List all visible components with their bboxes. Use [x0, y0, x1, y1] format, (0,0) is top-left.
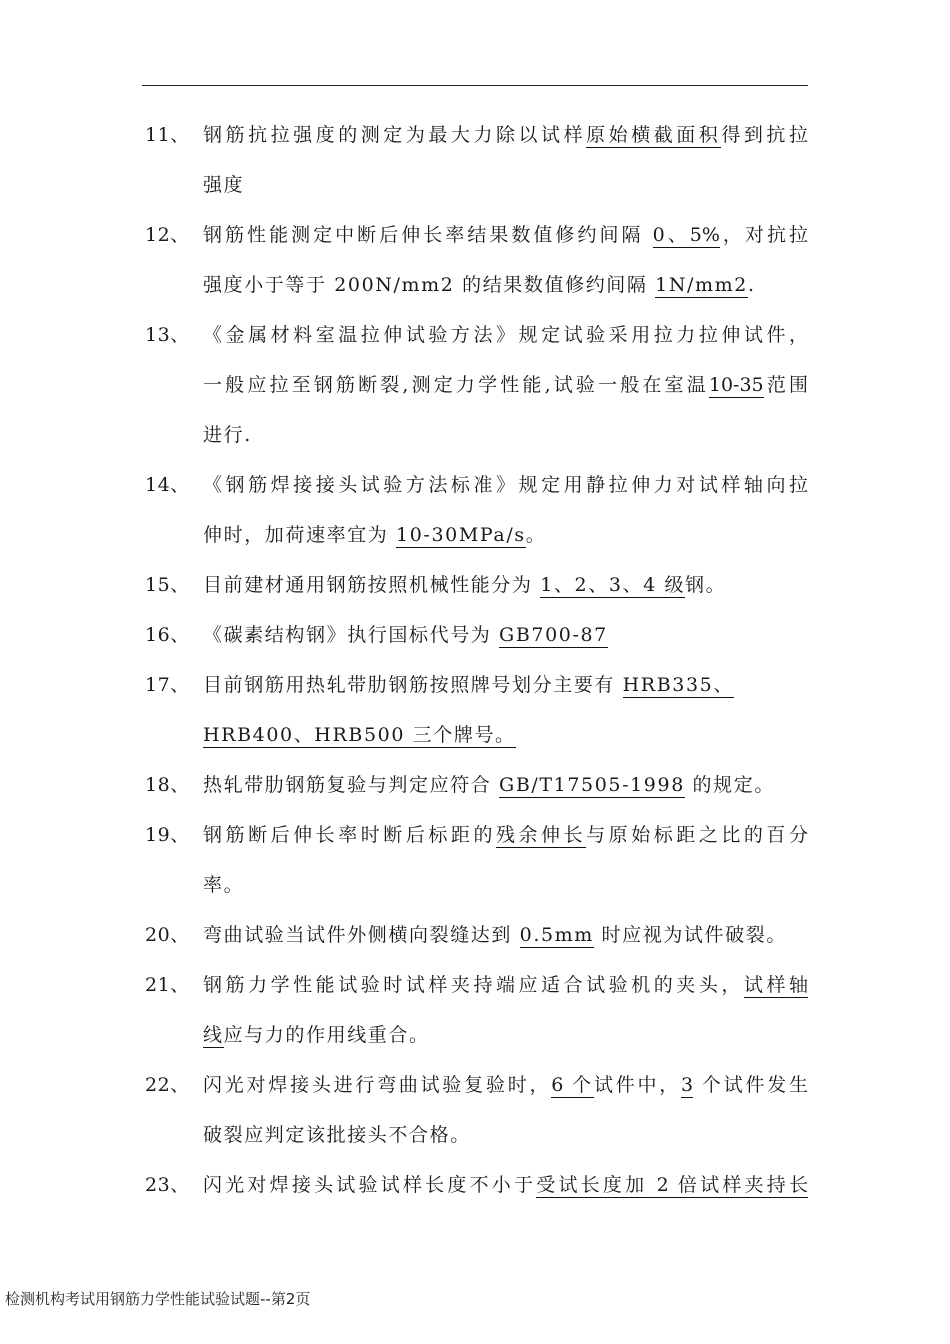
text-segment: 率。: [203, 874, 245, 896]
answer-underline: 6 个: [551, 1074, 594, 1096]
text-segment: 强度: [203, 174, 245, 196]
question-text: [203, 818, 808, 852]
text-line: [0, 368, 950, 402]
text-segment: 钢筋抗拉强度的测定为最大力除以试样: [203, 124, 587, 146]
answer-underline: 线: [203, 1024, 224, 1046]
question-text: [203, 1168, 808, 1202]
text-line: [0, 418, 950, 452]
text-segment: 进行.: [203, 424, 252, 446]
answer-underline: 10-35: [708, 374, 764, 396]
text-segment: 应与力的作用线重合。: [223, 1024, 430, 1046]
text-line: [0, 218, 950, 252]
text-segment: 钢筋性能测定中断后伸长率结果数值修约间隔: [203, 224, 653, 246]
question-text: [203, 368, 808, 402]
question-number: 14、: [145, 474, 190, 496]
text-line: [0, 1168, 950, 1202]
answer-underline: 受试长度加 2 倍试样夹持长: [536, 1174, 808, 1196]
text-segment: 的规定。: [684, 774, 775, 796]
question-number: 11、: [145, 124, 190, 146]
text-segment: 钢。: [685, 574, 727, 596]
question-text: [203, 718, 808, 752]
text-line: [0, 168, 950, 202]
question-text: [203, 468, 808, 502]
text-segment: 与原始标距之比的百分: [586, 824, 808, 846]
question-text: [203, 418, 808, 452]
question-number: 17、: [145, 674, 190, 696]
answer-underline: 原始横截面积: [586, 124, 722, 146]
text-segment: 个试件发生: [693, 1074, 808, 1096]
text-line: [0, 568, 950, 602]
question-text: [203, 268, 808, 302]
answer-underline: 0.5mm: [519, 924, 594, 946]
question-text: [203, 618, 808, 652]
question-text: [203, 968, 808, 1002]
text-segment: 强度小于等于 200N/mm2 的结果数值修约间隔: [203, 274, 656, 296]
text-segment: 《金属材料室温拉伸试验方法》规定试验采用拉力拉伸试件，: [203, 324, 808, 346]
text-segment: 试件中，: [593, 1074, 682, 1096]
text-line: [0, 518, 950, 552]
question-number: 12、: [145, 224, 190, 246]
text-segment: 热轧带肋钢筋复验与判定应符合: [203, 774, 500, 796]
text-segment: 钢筋断后伸长率时断后标距的: [203, 824, 496, 846]
text-line: [0, 668, 950, 702]
text-line: [0, 868, 950, 902]
text-segment: 破裂应判定该批接头不合格。: [203, 1124, 471, 1146]
text-segment: 闪光对焊接头试验试样长度不小于: [203, 1174, 537, 1196]
text-line: [0, 468, 950, 502]
answer-underline: 试样轴: [743, 974, 808, 996]
answer-underline: 1、2、3、4 级: [540, 574, 686, 596]
text-segment: 范围: [763, 374, 808, 396]
text-segment: 一般应拉至钢筋断裂,测定力学性能,试验一般在室温: [203, 374, 709, 396]
question-number: 23、: [145, 1174, 190, 1196]
text-segment: 伸时，加荷速率宜为: [203, 524, 397, 546]
text-line: [0, 968, 950, 1002]
text-line: [0, 618, 950, 652]
answer-underline: 3: [681, 1074, 694, 1096]
text-line: [0, 318, 950, 352]
answer-underline: 1N/mm2: [655, 274, 748, 296]
question-text: [203, 768, 808, 802]
question-text: [203, 218, 808, 252]
question-number: 15、: [145, 574, 190, 596]
question-text: [203, 1118, 808, 1152]
question-text: [203, 518, 808, 552]
question-text: [203, 918, 808, 952]
text-segment: 得到抗拉: [721, 124, 808, 146]
text-line: [0, 268, 950, 302]
text-line: [0, 718, 950, 752]
answer-underline: GB/T17505-1998: [499, 774, 685, 796]
text-segment: 《碳素结构钢》执行国标代号为: [203, 624, 500, 646]
text-segment: 《钢筋焊接接头试验方法标准》规定用静拉伸力对试样轴向拉: [203, 474, 808, 496]
text-segment: 弯曲试验当试件外侧横向裂缝达到: [203, 924, 520, 946]
question-number: 19、: [145, 824, 190, 846]
answer-underline: GB700-87: [499, 624, 608, 646]
page-footer: 检测机构考试用钢筋力学性能试验试题--第2页: [5, 1290, 311, 1308]
text-segment: 目前建材通用钢筋按照机械性能分为: [203, 574, 541, 596]
question-text: [203, 1068, 808, 1102]
text-line: [0, 1118, 950, 1152]
question-text: [203, 318, 808, 352]
answer-underline: 0、5%: [652, 224, 720, 246]
question-text: [203, 168, 808, 202]
text-segment: 。: [525, 524, 547, 546]
answer-underline: HRB335、: [622, 674, 734, 696]
question-number: 22、: [145, 1074, 190, 1096]
question-text: [203, 568, 808, 602]
question-text: [203, 1018, 808, 1052]
text-line: [0, 1018, 950, 1052]
text-line: [0, 818, 950, 852]
text-line: [0, 918, 950, 952]
text-line: [0, 1068, 950, 1102]
question-number: 16、: [145, 624, 190, 646]
answer-underline: HRB400、HRB500 三个牌号。: [203, 724, 516, 746]
text-segment: .: [747, 274, 756, 296]
question-number: 20、: [145, 924, 190, 946]
text-segment: 目前钢筋用热轧带肋钢筋按照牌号划分主要有: [203, 674, 623, 696]
question-text: [203, 118, 808, 152]
text-segment: 闪光对焊接头进行弯曲试验复验时，: [203, 1074, 552, 1096]
question-text: [203, 668, 808, 702]
text-segment: ，对抗拉: [719, 224, 808, 246]
text-line: [0, 768, 950, 802]
answer-underline: 残余伸长: [495, 824, 587, 846]
question-number: 13、: [145, 324, 190, 346]
text-line: [0, 118, 950, 152]
header-rule: [142, 85, 808, 86]
text-segment: 时应视为试件破裂。: [593, 924, 787, 946]
question-number: 18、: [145, 774, 190, 796]
text-segment: 钢筋力学性能试验时试样夹持端应适合试验机的夹头，: [203, 974, 744, 996]
question-text: [203, 868, 808, 902]
answer-underline: 10-30MPa/s: [396, 524, 526, 546]
question-number: 21、: [145, 974, 190, 996]
